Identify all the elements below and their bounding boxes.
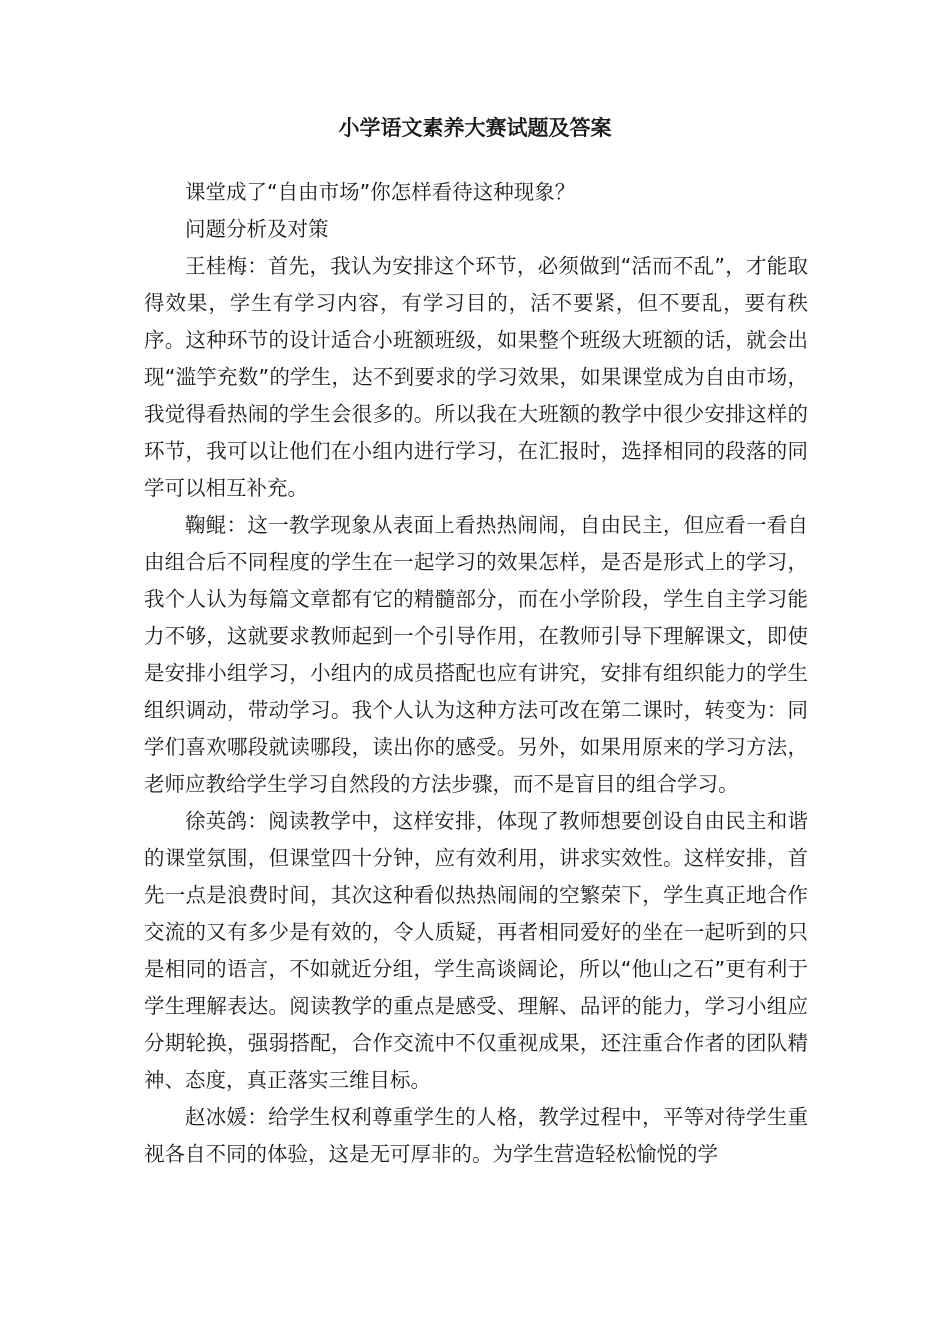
answer-paragraph-xu: 徐英鸽：阅读教学中，这样安排，体现了教师想要创设自由民主和谐的课堂氛围，但课堂四十分钟，应有效利用，讲求实效性。这样安排，首先一点是浪费时间，其次这种看似热热闹闹的空繁荣下，学生真正地合作交流的又有多少是有效的，令人质疑，再者相同爱好的坐在一起听到的只是相同的语言，不如就近分组，学生高谈阔论，所以“他山之石”更有利于学生理解表达。阅读教学的重点是感受、理解、品评的能力，学习小组应分期轮换，强弱搭配，合作交流中不仅重视成果，还注重合作者的团队精神、态度，真正落实三维目标。 xyxy=(144,809,808,1092)
question-paragraph: 课堂成了“自由市场”你怎样看待这种现象？ xyxy=(185,180,576,204)
document-body xyxy=(144,174,808,1173)
section-heading: 问题分析及对策 xyxy=(185,217,329,241)
document-title: 小学语文素养大赛试题及答案 xyxy=(338,116,612,140)
answer-paragraph-zhao: 赵冰媛：给学生权利尊重学生的人格，教学过程中，平等对待学生重视各自不同的体验，这是无可厚非的。为学生营造轻松愉悦的学 xyxy=(144,1105,808,1166)
answer-paragraph-ju: 鞠鲲：这一教学现象从表面上看热热闹闹，自由民主，但应看一看自由组合后不同程度的学生在一起学习的效果怎样，是否是形式上的学习，我个人认为每篇文章都有它的精髓部分，而在小学阶段，学生自主学习能力不够，这就要求教师起到一个引导作用，在教师引导下理解课文，即使是安排小组学习，小组内的成员搭配也应有讲究，安排有组织能力的学生组织调动，带动学习。我个人认为这种方法可改在第二课时，转变为：同学们喜欢哪段就读哪段，读出你的感受。另外，如果用原来的学习方法，老师应教给学生学习自然段的方法步骤，而不是盲目的组合学习。 xyxy=(144,513,808,796)
answer-paragraph-wang: 王桂梅：首先，我认为安排这个环节，必须做到“活而不乱”，才能取得效果，学生有学习内容，有学习目的，活不要紧，但不要乱，要有秩序。这种环节的设计适合小班额班级，如果整个班级大班额的话，就会出现“滥竽充数”的学生，达不到要求的学习效果，如果课堂成为自由市场，我觉得看热闹的学生会很多的。所以我在大班额的教学中很少安排这样的环节，我可以让他们在小组内进行学习，在汇报时，选择相同的段落的同学可以相互补充。 xyxy=(144,254,808,500)
